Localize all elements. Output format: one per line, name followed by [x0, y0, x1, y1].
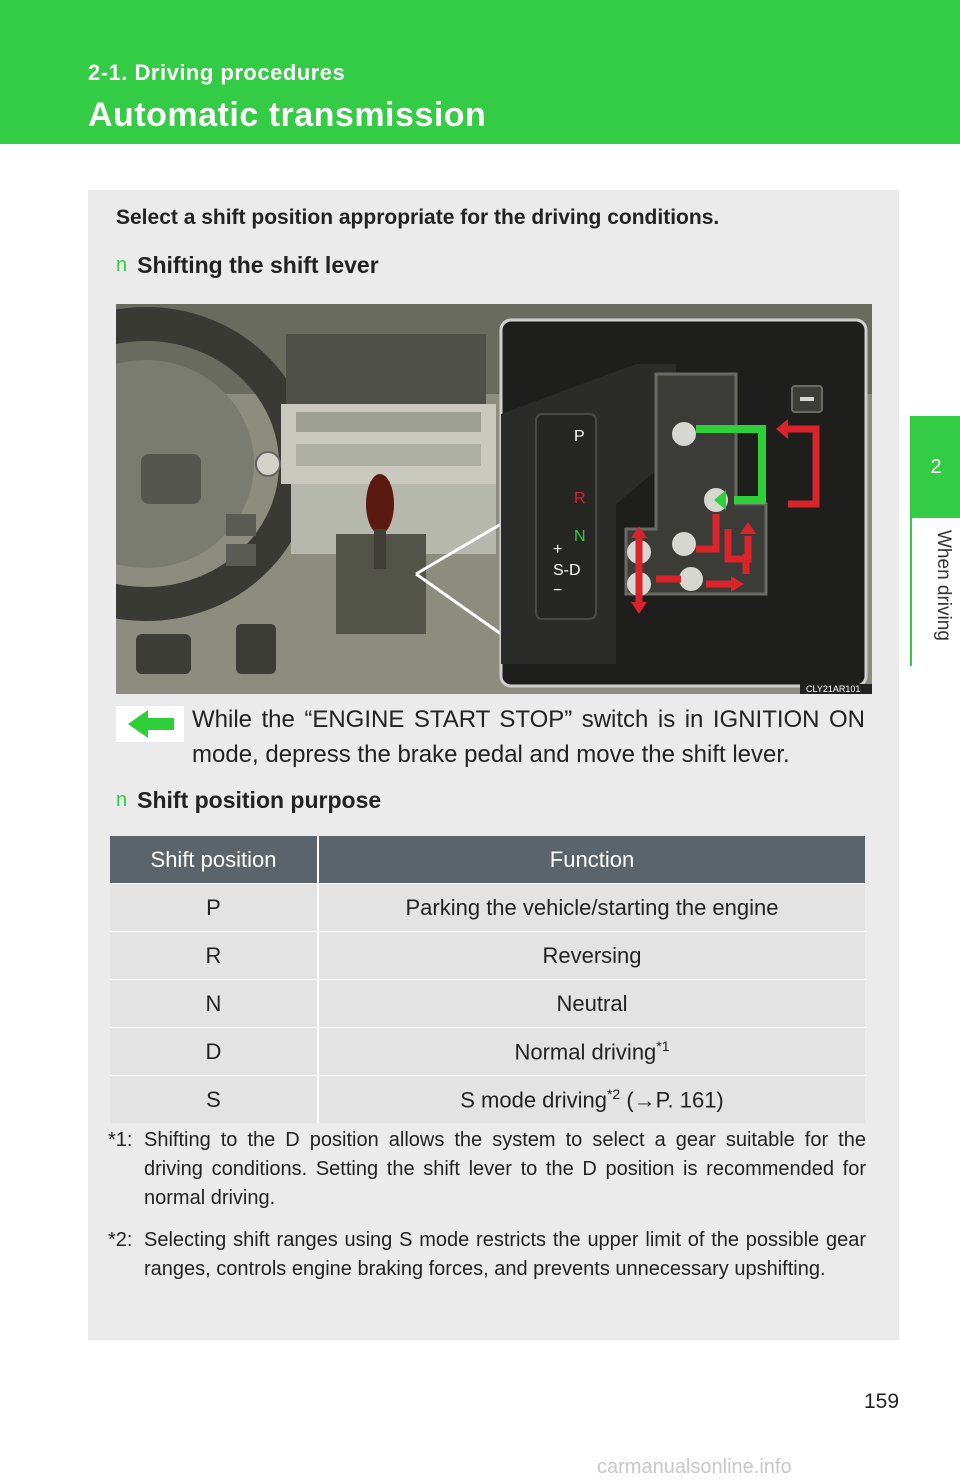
page-reference-link[interactable]: (→P. 161) — [620, 1087, 724, 1113]
table-row — [110, 932, 865, 980]
footnote-mark: *2: — [108, 1229, 133, 1251]
table-row — [110, 1076, 865, 1124]
gate-label-r: R — [574, 490, 586, 507]
page-title: Automatic transmission — [88, 96, 487, 134]
chapter-label: When driving — [933, 530, 954, 641]
cell-position: D — [110, 1028, 318, 1076]
subhead-shifting — [116, 252, 379, 279]
footnote-2 — [108, 1226, 866, 1284]
figure-code: CLY21AR101 — [806, 684, 861, 694]
intro-text: Select a shift position appropriate for the driving conditions. — [116, 206, 720, 229]
gate-label-n: N — [574, 528, 586, 545]
gate-label-plus: + — [553, 541, 563, 558]
page-number: 159 — [864, 1390, 900, 1413]
header-bar — [0, 0, 960, 144]
left-arrow-icon — [116, 706, 184, 742]
cell-position: N — [110, 980, 318, 1028]
shift-lever-figure — [116, 304, 872, 694]
footnote-text: Selecting shift ranges using S mode restricts the upper limit of the possible gear ranges, controls engine braking forces, and prevents unnecessary upshifting. — [144, 1229, 866, 1280]
table-row — [110, 1028, 865, 1076]
watermark: carmanualsonline.info — [597, 1456, 792, 1478]
section-label: 2-1. Driving procedures — [88, 60, 346, 85]
footnote-1 — [108, 1126, 866, 1213]
gate-label-minus: − — [553, 582, 563, 599]
cell-function: Parking the vehicle/starting the engine — [318, 884, 865, 932]
bullet-icon: n — [116, 789, 128, 811]
footnote-text: Shifting to the D position allows the system to select a gear suitable for the driving conditions. Setting the shift lever to the D position is recommended for normal driving. — [144, 1129, 866, 1209]
column-header-function: Function — [318, 836, 865, 884]
cell-position: P — [110, 884, 318, 932]
table-header-row — [110, 836, 865, 884]
cell-function: Neutral — [318, 980, 865, 1028]
subhead-purpose-label: Shift position purpose — [137, 787, 382, 813]
footnote-mark: *1: — [108, 1129, 133, 1151]
cell-function: Normal driving$^{*1}$ — [318, 1028, 865, 1076]
gate-label-p: P — [574, 428, 585, 445]
subhead-shifting-label: Shifting the shift lever — [137, 252, 379, 278]
column-header-position: Shift position — [110, 836, 318, 884]
cell-position: R — [110, 932, 318, 980]
cell-position: S — [110, 1076, 318, 1124]
table-row — [110, 980, 865, 1028]
subhead-purpose — [116, 787, 381, 814]
cell-function: S mode driving$^{*2}$ (→P. 161) — [318, 1076, 865, 1124]
gate-label-sd: S-D — [553, 562, 581, 579]
footnote-ref[interactable]: *1 — [656, 1037, 670, 1054]
chapter-number: 2 — [930, 455, 942, 478]
instruction-text: While the “ENGINE START STOP” switch is in IGNITION ON mode, depress the brake pedal and move the shift lever. — [192, 706, 865, 768]
bullet-icon: n — [116, 254, 128, 276]
shift-position-table — [110, 836, 865, 1123]
cell-function: Reversing — [318, 932, 865, 980]
footnote-ref[interactable]: *2 — [606, 1085, 621, 1102]
chapter-tab[interactable] — [912, 416, 960, 518]
table-row — [110, 884, 865, 932]
